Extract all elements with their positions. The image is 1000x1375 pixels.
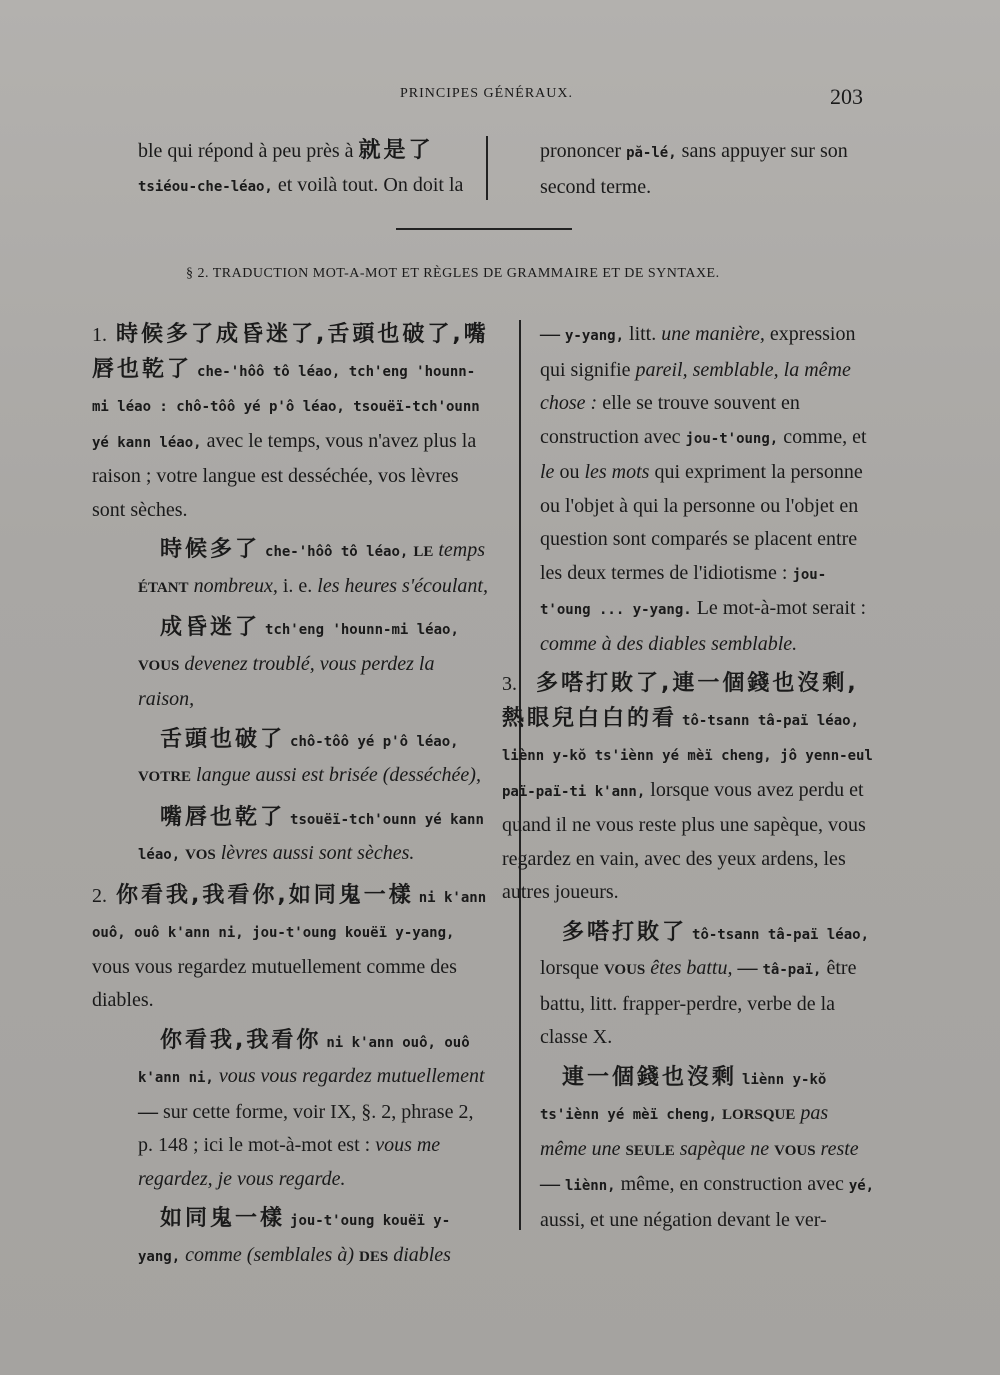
text: ou	[554, 461, 585, 483]
romanization: liènn y-kŏ ts'iènn yé mèï cheng,	[540, 1071, 827, 1123]
text: et voilà tout. On doit la	[272, 174, 464, 196]
italic-text: devenez troublé, vous perdez la raison,	[138, 652, 435, 710]
sub-explanation	[92, 801, 492, 873]
text: Le mot-à-mot serait :	[691, 597, 867, 619]
italic-text: vous vous regardez mutuellement	[218, 1065, 485, 1087]
chinese-text: 時候多了	[160, 537, 261, 562]
italic-text: pareil, semblable, la même chose :	[540, 358, 851, 414]
text: même, en construction avec	[615, 1173, 849, 1195]
romanization: ni k'ann ouô, ouô k'ann ni,	[138, 1034, 470, 1086]
small-caps-text: VOUS	[774, 1142, 816, 1159]
paragraph-2	[92, 879, 492, 1018]
italic-text: êtes battu,	[650, 957, 733, 979]
italic-text: langue aussi est brisée (desséchée),	[196, 764, 481, 786]
text: elle se trouve souvent en construction avec	[540, 392, 800, 448]
romanization: tsouëï-tch'ounn yé kann léao,	[138, 811, 484, 863]
italic-text: lèvres aussi sont sèches.	[220, 842, 415, 864]
romanization: tâ-paï,	[762, 962, 822, 978]
italic-text: le	[540, 461, 555, 483]
top-right-continuation	[540, 134, 880, 204]
chinese-text: 連一個錢也沒剩	[562, 1064, 738, 1090]
romanization: tsiéou-che-léao,	[138, 179, 273, 195]
chinese-text: 你看我,我看你,如同鬼一樣	[116, 882, 414, 908]
sub-explanation	[92, 533, 492, 605]
continuation-paragraph	[540, 318, 875, 661]
page-number: 203	[830, 84, 863, 109]
italic-text: les heures s'écoulant,	[317, 574, 488, 597]
item-number: 3.	[502, 673, 517, 695]
romanization: pă-lé,	[626, 145, 677, 161]
chinese-text: 多嗒打敗了	[562, 919, 688, 945]
romanization: yé,	[848, 1178, 875, 1194]
text: second terme.	[540, 176, 652, 198]
small-caps-text: VOUS	[603, 962, 646, 978]
translation: vous vous regardez mutuellement comme des diables.	[92, 955, 457, 1011]
left-column	[92, 318, 492, 1280]
chinese-text: 如同鬼一樣	[160, 1206, 286, 1231]
em-dash: —	[540, 323, 560, 345]
em-dash: —	[540, 1173, 560, 1195]
item-number: 2.	[92, 884, 107, 907]
romanization: tô-tsann tâ-paï léao,	[692, 926, 870, 943]
small-caps-text: ÉTANT	[138, 579, 189, 596]
small-caps-text: VOTRE	[138, 769, 192, 785]
chinese-text: 多嗒打敗了,連一個錢也沒剩,熱眼兒白白的看	[502, 671, 859, 731]
romanization: chô-tôô yé p'ô léao,	[290, 733, 459, 750]
romanization: jou-t'oung,	[685, 430, 779, 447]
sub-explanation	[92, 1202, 492, 1274]
romanization: jou-t'oung kouëï y-yang,	[138, 1213, 451, 1265]
small-caps-text: VOUS	[138, 657, 180, 674]
italic-text: comme (semblales à)	[185, 1243, 354, 1266]
italic-text: vous me regardez, je vous regarde.	[138, 1134, 441, 1190]
sub-explanation	[92, 1024, 492, 1197]
sub-explanation	[540, 1061, 875, 1238]
romanization: jou-t'oung ... y-yang.	[540, 566, 827, 618]
paragraph-3	[502, 667, 875, 910]
small-caps-text: VOS	[185, 847, 216, 863]
chinese-text: 你看我,我看你	[160, 1027, 322, 1053]
text: prononcer	[540, 140, 627, 162]
chinese-text: 成昏迷了	[160, 615, 261, 640]
italic-text: une manière,	[661, 323, 765, 345]
chinese-text: 時候多了成昏迷了,舌頭也破了,嘴唇也乾了	[92, 322, 489, 382]
running-title: PRINCIPES GÉNÉRAUX.	[400, 86, 574, 101]
horizontal-rule	[396, 228, 572, 230]
text: sur cette forme, voir IX, §. 2, phrase 2, p. 148 ; ici le mot-à-mot est :	[138, 1100, 474, 1156]
italic-text: les mots	[584, 461, 650, 483]
italic-text: temps	[438, 539, 485, 561]
italic-text: sapèque ne	[679, 1137, 770, 1160]
small-caps-text: SEULE	[625, 1142, 675, 1159]
italic-text: reste	[820, 1137, 859, 1160]
small-caps-text: LORSQUE	[722, 1107, 796, 1123]
text: qui expriment la personne ou l'objet à qui la personne ou l'objet en question sont comparés se placent entre les deux termes de l'idiotisme :	[540, 461, 863, 584]
item-number: 1.	[92, 324, 107, 346]
romanization: che-'hôô tô léao,	[265, 544, 409, 560]
italic-text: diables	[393, 1243, 451, 1266]
section-title: § 2. TRADUCTION MOT-A-MOT ET RÈGLES DE GRAMMAIRE ET DE SYNTAXE.	[186, 266, 720, 281]
small-caps-text: LE	[413, 544, 434, 560]
em-dash: —	[138, 1100, 158, 1123]
romanization: che-'hôô tô léao, tch'eng 'hounn-mi léao : chô-tôô yé p'ô léao, tsouëï-tch'ounn yé kann léao,	[92, 363, 480, 451]
italic-text: comme à des diables semblable.	[540, 632, 798, 655]
italic-text: pas même une	[540, 1102, 829, 1160]
right-column	[502, 318, 875, 1243]
chinese-text: 舌頭也破了	[160, 726, 286, 752]
text: aussi, et une négation devant le ver-	[540, 1208, 827, 1231]
text: comme, et	[778, 425, 867, 448]
top-left-continuation	[138, 134, 480, 204]
text: lorsque	[540, 957, 604, 979]
romanization: y-yang,	[565, 328, 625, 344]
romanization: tch'eng 'hounn-mi léao,	[265, 622, 459, 638]
text: ble qui répond à peu près à	[138, 140, 354, 162]
chinese-text: 嘴唇也乾了	[160, 804, 286, 830]
chinese-text: 就是了	[358, 138, 434, 163]
small-caps-text: DES	[359, 1248, 389, 1265]
sub-explanation	[92, 611, 492, 717]
sub-explanation	[540, 916, 875, 1055]
em-dash: —	[737, 957, 758, 979]
italic-text: nombreux,	[193, 574, 278, 597]
translation: lorsque vous avez perdu et quand il ne vous reste plus une sapèque, vous regardez en vain, avec des yeux ardens, les autres joueurs.	[502, 778, 866, 903]
paragraph-1	[92, 318, 492, 527]
text: sans appuyer sur son	[676, 140, 848, 162]
column-divider-top	[486, 136, 488, 200]
text: expression qui signifie	[540, 323, 856, 381]
romanization: liènn,	[565, 1178, 616, 1194]
translation: avec le temps, vous n'avez plus la raison ; votre langue est desséchée, vos lèvres sont sèches.	[92, 429, 477, 521]
romanization: tô-tsann tâ-paï léao, liènn y-kŏ ts'iènn yé mèï cheng, jô yenn-eul paï-paï-ti k'ann,	[502, 712, 873, 800]
text: être battu, litt. frapper-perdre, verbe de la classe X.	[540, 957, 857, 1048]
romanization: ni k'ann ouô, ouô k'ann ni, jou-t'oung kouëï y-yang,	[92, 889, 487, 941]
sub-explanation	[92, 723, 492, 795]
text: litt.	[624, 323, 662, 345]
text: i. e.	[277, 574, 318, 597]
